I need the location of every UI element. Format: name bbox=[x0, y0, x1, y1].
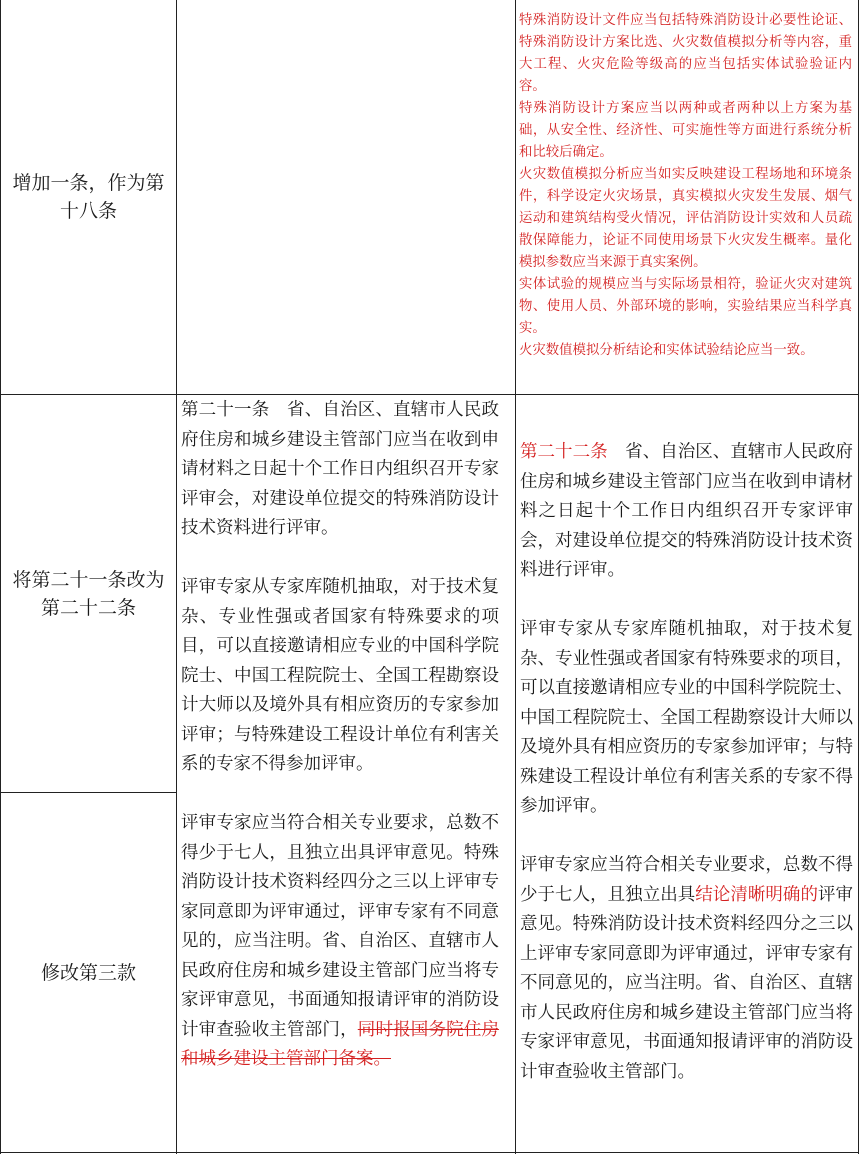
new-paragraph-3-text-b: 评审意见。特殊消防设计技术资料经四分之三以上评审专家同意即为评审通过，评审专家有不同意见的，应当注明。省、自治区、直辖市人民政府住房和城乡建设主管部门应当将专家评审意见，书面通知报请评审的消防设计审查验收主管部门。 bbox=[520, 884, 854, 1082]
new-paragraph-3-text-a: 评审专家应当符合相关专业要求，总数不得少于七人，且独立出具 bbox=[520, 855, 853, 905]
table-border-bottom bbox=[0, 1152, 859, 1153]
row1-new-paragraph: 实体试验的规模应当与实际场景相符，验证火灾对建筑物、使用人员、外部环境的影响，实验结果应当科学真实。 bbox=[519, 277, 852, 336]
new-paragraph-1 bbox=[520, 438, 853, 586]
row1-new-cell bbox=[516, 10, 852, 390]
row1-label: 增加一条，作为第十八条 bbox=[12, 172, 165, 222]
table-border-right bbox=[858, 0, 859, 1154]
old-paragraph-3-text: 评审专家应当符合相关专业要求，总数不得少于七人，且独立出具评审意见。特殊消防设计技术资料经四分之三以上评审专家同意即为评审通过，评审专家有不同意见的，应当注明。省、自治区、直辖市人民政府住房和城乡建设主管部门应当将专家评审意见，书面通知报请评审的消防设计审查验收主管部门， bbox=[181, 813, 499, 1040]
old-paragraph-3 bbox=[181, 809, 499, 1075]
row3-label-cell bbox=[1, 793, 176, 1152]
row1-new-paragraph: 火灾数值模拟分析应当如实反映建设工程场地和环境条件，科学设定火灾场景，真实模拟火灾发生发展、烟气运动和建筑结构受火情况，评估消防设计实效和人员疏散保障能力，论证不同使用场景下火灾发生概率。量化模拟参数应当来源于真实案例。 bbox=[519, 167, 852, 270]
row2-label-cell bbox=[1, 395, 176, 792]
inserted-text: 结论清晰明确的 bbox=[695, 884, 818, 905]
row1-old-cell bbox=[177, 0, 515, 394]
new-article-text bbox=[520, 438, 853, 1150]
row1-label-cell bbox=[1, 0, 176, 394]
row2-label: 将第二十一条改为第二十二条 bbox=[12, 568, 165, 619]
new-paragraph-3 bbox=[520, 851, 853, 1087]
row3-label: 修改第三款 bbox=[40, 961, 136, 984]
new-paragraph-1-text: 省、自治区、直辖市人民政府住房和城乡建设主管部门应当在收到申请材料之日起十个工作日内组织召开专家评审会，对建设单位提交的特殊消防设计技术资料进行评审。 bbox=[520, 442, 854, 580]
new-article-number: 第二十二条 bbox=[520, 442, 608, 462]
row1-new-paragraph: 特殊消防设计文件应当包括特殊消防设计必要性论证、特殊消防设计方案比选、火灾数值模拟分析等内容，重大工程、火灾危险等级高的应当包括实体试验验证内容。 bbox=[519, 13, 852, 94]
row1-new-paragraph: 特殊消防设计方案应当以两种或者两种以上方案为基础，从安全性、经济性、可实施性等方面进行系统分析和比较后确定。 bbox=[519, 101, 852, 160]
deleted-text: 同时报国务院住房和城乡建设主管部门备案。 bbox=[181, 1019, 500, 1069]
new-paragraph-2: 评审专家从专家库随机抽取，对于技术复杂、专业性强或者国家有特殊要求的项目，可以直接邀请相应专业的中国科学院院士、中国工程院院士、全国工程勘察设计大师以及境外具有相应资历的专家参加评审；与特殊建设工程设计单位有利害关系的专家不得参加评审。 bbox=[520, 619, 853, 816]
old-article-text bbox=[181, 396, 499, 1150]
row1-new-paragraph: 火灾数值模拟分析结论和实体试验结论应当一致。 bbox=[519, 343, 814, 358]
old-paragraph-2: 评审专家从专家库随机抽取，对于技术复杂、专业性强或者国家有特殊要求的项目，可以直接邀请相应专业的中国科学院院士、中国工程院院士、全国工程勘察设计大师以及境外具有相应资历的专家参加评审；与特殊建设工程设计单位有利害关系的专家不得参加评审。 bbox=[181, 577, 499, 774]
old-paragraph-1: 第二十一条 省、自治区、直辖市人民政府住房和城乡建设主管部门应当在收到申请材料之日起十个工作日内组织召开专家评审会，对建设单位提交的特殊消防设计技术资料进行评审。 bbox=[181, 400, 499, 538]
